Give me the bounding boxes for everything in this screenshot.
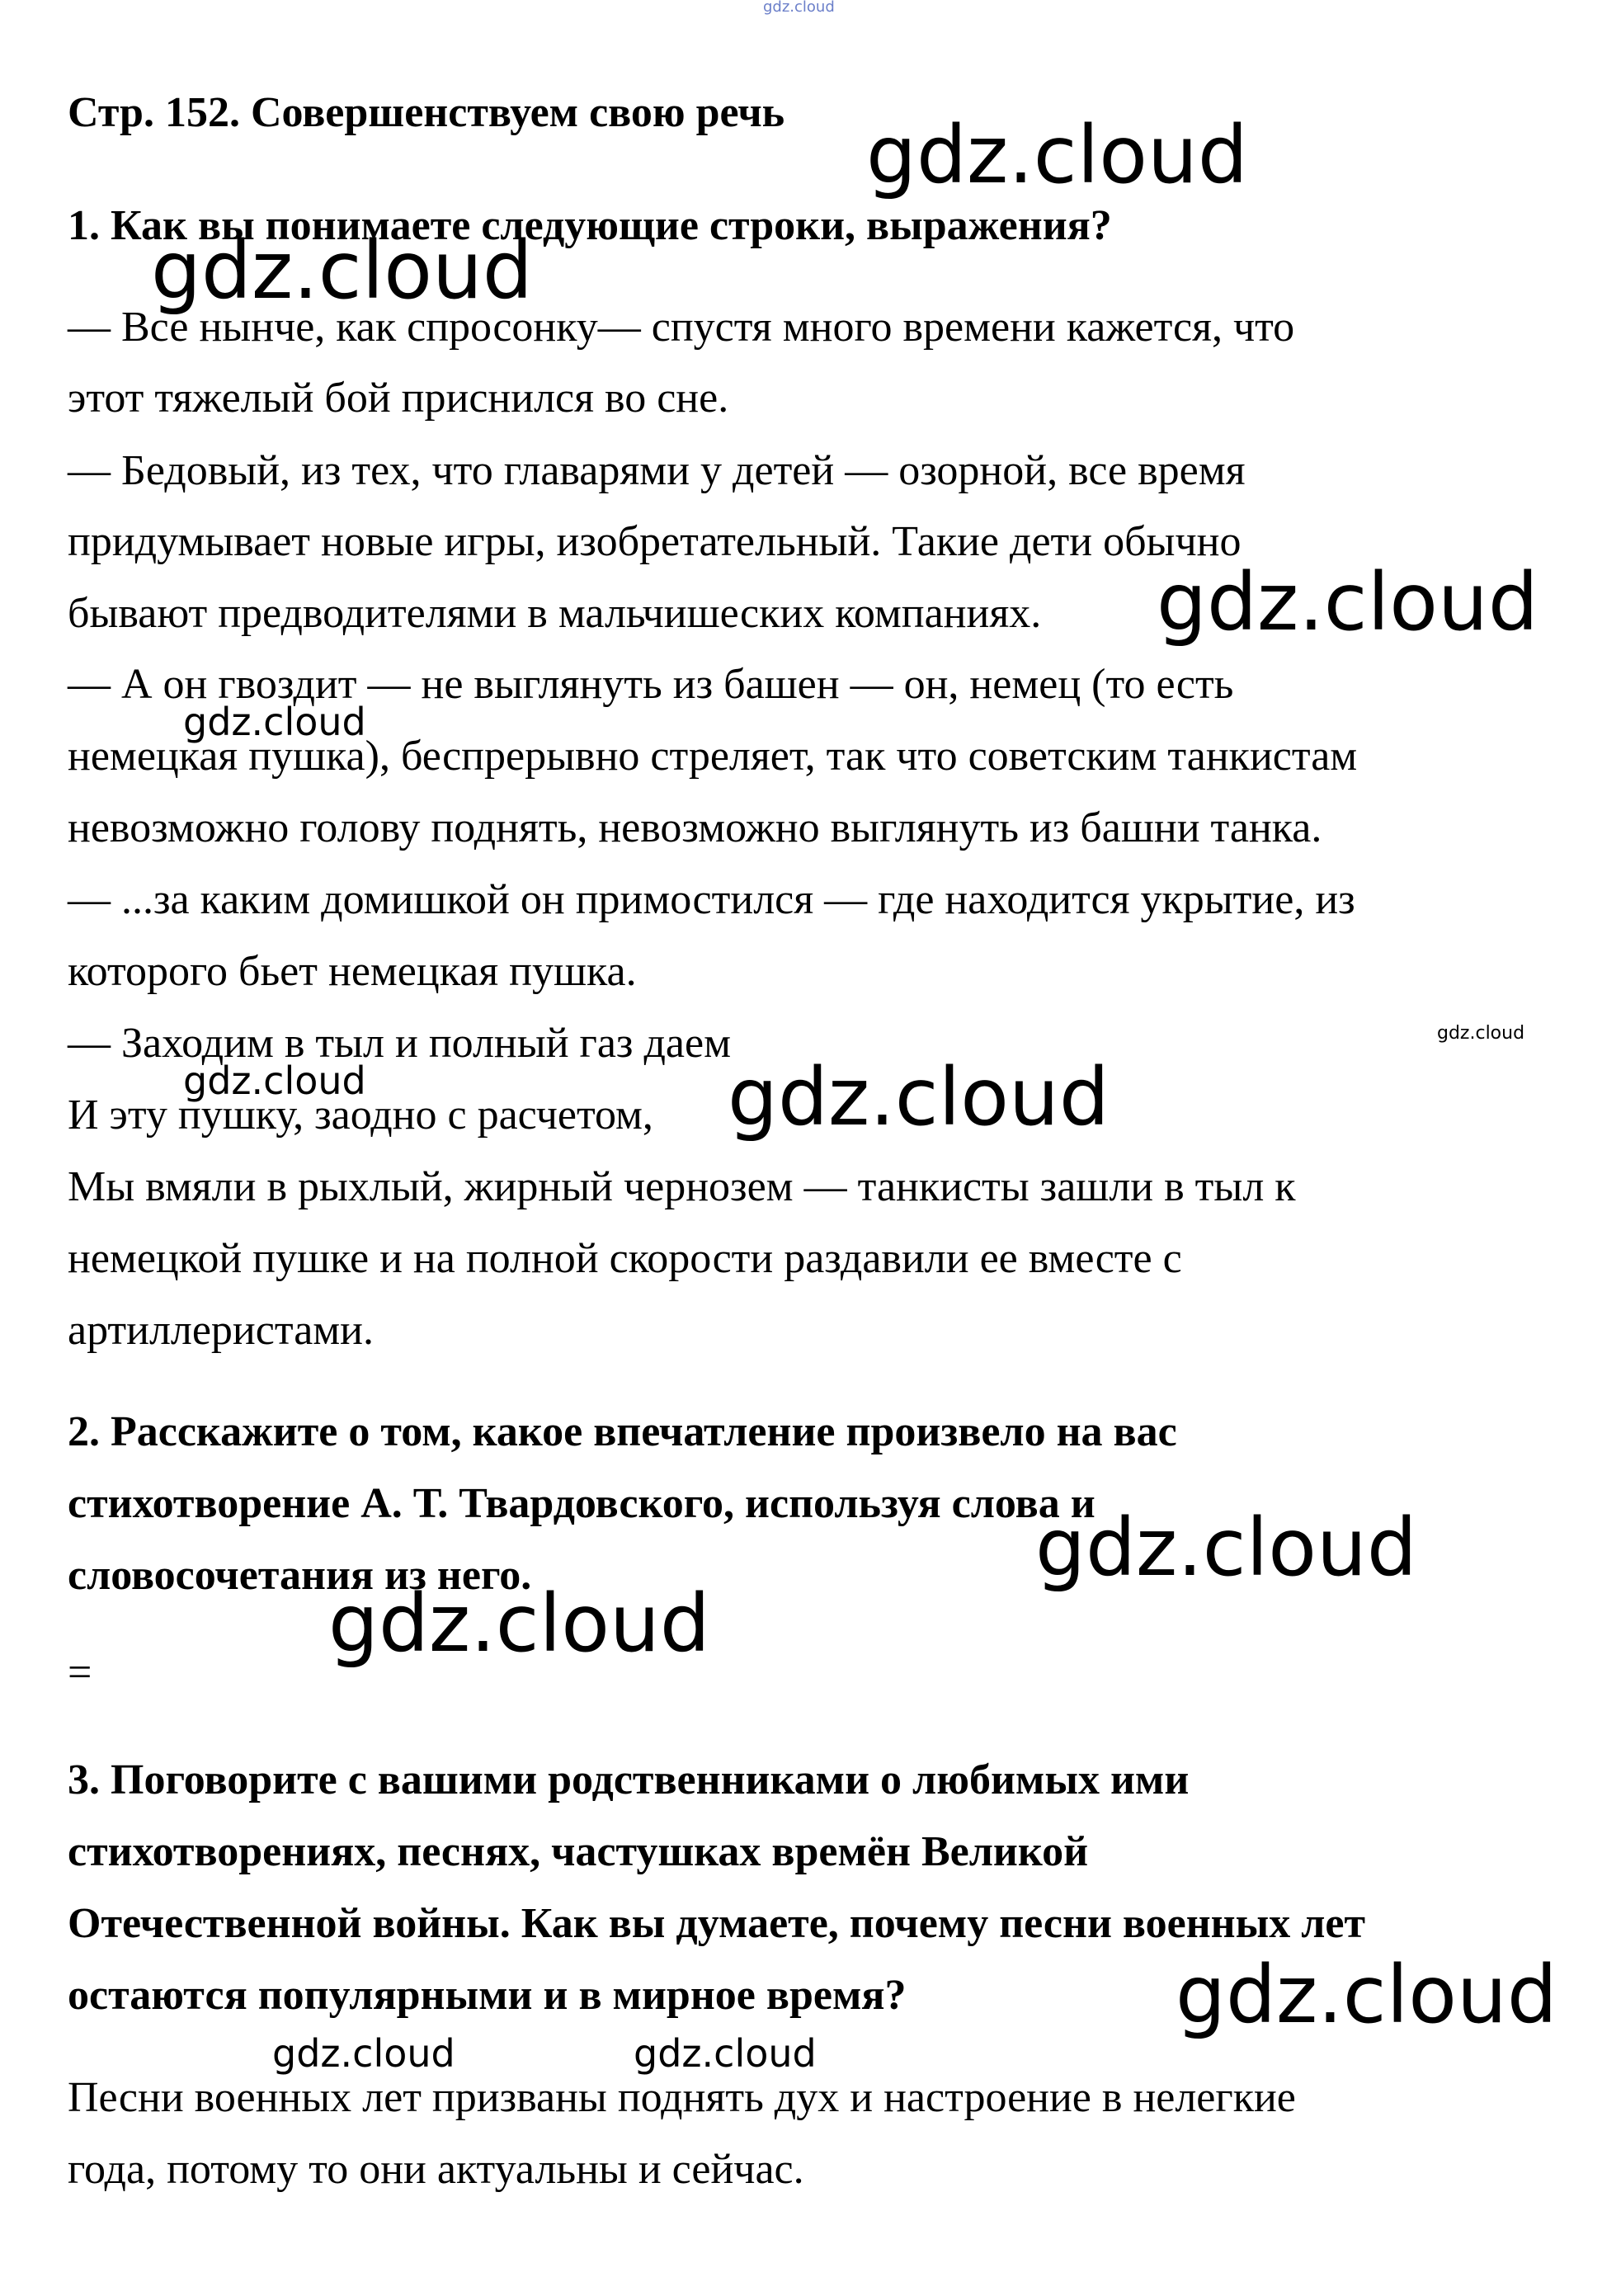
question-1-heading: 1. Как вы понимаете следующие строки, выражения? bbox=[68, 202, 1112, 249]
question-3-answer: Песни военных лет призваны поднять дух и настроение в нелегкие bbox=[68, 2074, 1296, 2121]
answer-line: которого бьет немецкая пушка. bbox=[68, 948, 637, 995]
watermark: gdz.cloud bbox=[1176, 1949, 1557, 2041]
watermark: gdz.cloud bbox=[1035, 1502, 1417, 1594]
watermark: gdz.cloud bbox=[183, 700, 366, 744]
answer-line: придумывает новые игры, изобретательный. Такие дети обычно bbox=[68, 518, 1242, 565]
answer-line: — А он гвоздит — не выглянуть из башен — он, немец (то есть bbox=[68, 661, 1234, 708]
question-3-heading: Отечественной войны. Как вы думаете, почему песни военных лет bbox=[68, 1900, 1366, 1947]
answer-line: немецкая пушка), беспрерывно стреляет, так что советским танкистам bbox=[68, 733, 1358, 780]
answer-line: — Бедовый, из тех, что главарями у детей — озорной, все время bbox=[68, 447, 1246, 494]
question-3-heading: остаются популярными и в мирное время? bbox=[68, 1972, 907, 2019]
answer-line: невозможно голову поднять, невозможно выглянуть из башни танка. bbox=[68, 804, 1322, 851]
answer-line: И эту пушку, заодно с расчетом, bbox=[68, 1091, 653, 1139]
page-title: Стр. 152. Совершенствуем свою речь bbox=[68, 89, 785, 136]
watermark: gdz.cloud bbox=[866, 109, 1248, 201]
watermark: gdz.cloud bbox=[1437, 1023, 1525, 1044]
watermark: gdz.cloud bbox=[634, 2031, 817, 2076]
watermark: gdz.cloud bbox=[1157, 556, 1538, 648]
answer-line: — ...за каким домишкой он примостился — где находится укрытие, из bbox=[68, 876, 1355, 923]
answer-line: Мы вмяли в рыхлый, жирный чернозем — танкисты зашли в тыл к bbox=[68, 1163, 1296, 1210]
answer-line: немецкой пушке и на полной скорости раздавили ее вместе с bbox=[68, 1235, 1182, 1282]
question-2-answer: = bbox=[68, 1649, 92, 1696]
watermark: gdz.cloud bbox=[328, 1577, 710, 1670]
watermark: gdz.cloud bbox=[272, 2031, 455, 2076]
question-3-heading: 3. Поговорите с вашими родственниками о любимых ими bbox=[68, 1756, 1190, 1803]
watermark: gdz.cloud bbox=[183, 1058, 366, 1103]
answer-line: артиллеристами. bbox=[68, 1307, 375, 1354]
question-3-answer: года, потому то они актуальны и сейчас. bbox=[68, 2146, 804, 2193]
answer-line: этот тяжелый бой приснился во сне. bbox=[68, 375, 729, 422]
question-2-heading: 2. Расскажите о том, какое впечатление произвело на вас bbox=[68, 1408, 1177, 1455]
answer-line: — Заходим в тыл и полный газ даем bbox=[68, 1020, 731, 1067]
watermark: gdz.cloud bbox=[728, 1051, 1110, 1143]
question-3-heading: стихотворениях, песнях, частушках времён Великой bbox=[68, 1828, 1089, 1875]
question-2-heading: словосочетания из него. bbox=[68, 1552, 532, 1599]
watermark: gdz.cloud bbox=[151, 224, 533, 317]
watermark: gdz.cloud bbox=[763, 0, 835, 16]
answer-line: — Все нынче, как спросонку— спустя много времени кажется, что bbox=[68, 304, 1295, 351]
question-2-heading: стихотворение А. Т. Твардовского, используя слова и bbox=[68, 1480, 1095, 1527]
answer-line: бывают предводителями в мальчишеских компаниях. bbox=[68, 590, 1042, 637]
